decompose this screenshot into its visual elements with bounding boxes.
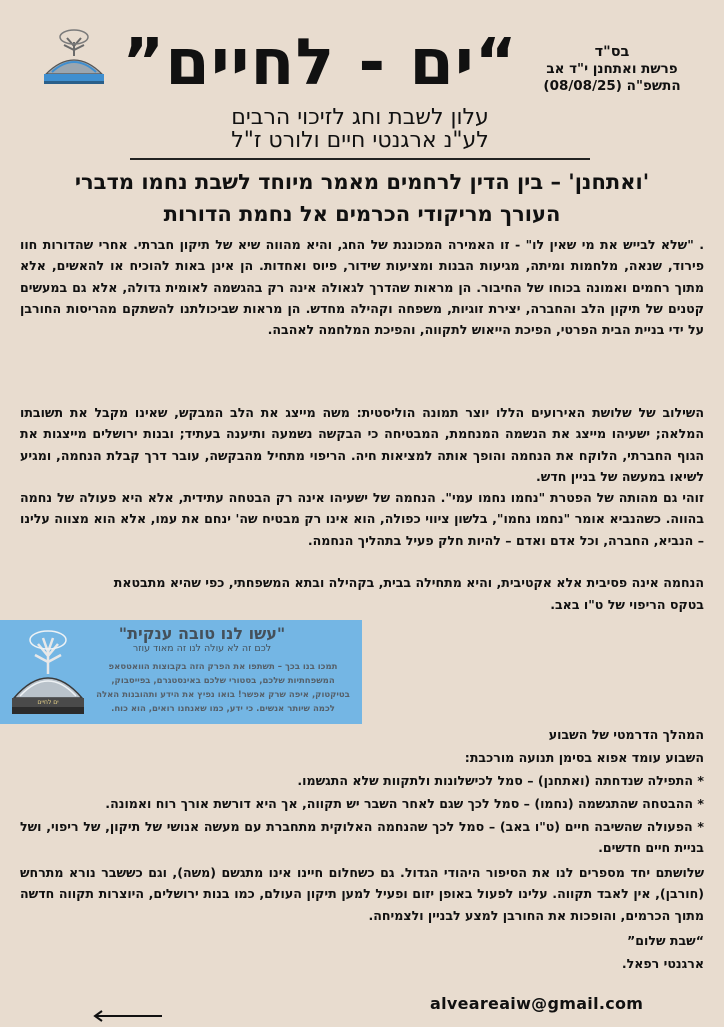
subtitle-line-1: עלון לשבת וחג לזיכוי הרבים xyxy=(231,105,489,130)
bullet-item-1: * התפילה שנדחתה (ואתחנן) – סמל לכישלונות ולתקוות שלא התגשמו. xyxy=(297,773,704,788)
bullet-item-3: * הפעולה שהשיבה חיים (ט"ו באב) – סמל לכך שהנחמה האלוקית מתחברת עם מעשה אנושי של תיקון, של ריפוי, ושל בניית חיים חדשים. xyxy=(20,819,704,856)
ad-subtitle: לכם זה לא עולה לנו זה מאוד עוזר xyxy=(132,643,272,654)
header-divider xyxy=(130,158,590,160)
share-request-box xyxy=(0,620,362,724)
date-line-bsd: בס"ד xyxy=(594,44,630,60)
date-line-year: התשפ"ה (08/08/25) xyxy=(543,78,681,94)
section-title: המהלך הדרמטי של השבוע xyxy=(548,727,704,742)
newsletter-subtitle xyxy=(140,106,580,152)
arrow-left-icon xyxy=(92,1008,162,1022)
article-headline xyxy=(22,166,702,230)
subtitle-line-2: לע"נ ארגנטי חיים ולורט ז"ל xyxy=(231,128,489,153)
date-line-parasha: פרשת ואתחנן י"ד אב xyxy=(546,61,678,77)
contact-email[interactable]: alveareaiw@gmail.com xyxy=(430,994,644,1013)
article-paragraph-1: . "שלא לבייש את מי שאין לו" - זו האמירה המכוננת של החג, והיא מהווה שיא של תיקון חברתי. אחרי שהדורות חוו פירוד, שנאה, מלחמות ומיתה, מגיעות הבנות ומציעות שידור, פיוס ואחדות. הן אינן באות להוכיח או להאשים, אלא מתוך רחמים ואמונה בכוחו של החיבור. הן מראות שהדרך לגאולה אינה רק בהגשמה לאומית גדולה, אלא גם במעשים קטנים של תיקון הלב והחברה, יצירת זוגיות, משפחה וקהילה מחדש. הן מראות שביכולתנו להשתקם מהריסות החורבן על ידי בניית הבית הפרטי, הפיכת הייאוש לתקווה, והפיכת המלחמה לאהבה. xyxy=(20,237,704,338)
headline-line-1: 'ואתחנן' – בין הדין לרחמים מאמר מיוחד לשבת נחמו מדברי xyxy=(74,170,650,194)
closing-paragraph: שלושתם יחד מספרים לנו את הסיפור היהודי הגדול. גם כשחלום חיינו אינו מתגשם (משה), וגם כששבר נורא מתרחש (חורבן), אין לאבד תקווה. עלינו לפעול באופן יזום ופעיל למען תיקון העולם, כמו בנות ירושלים, היוצרות תקווה חדשה מתוך הכרמים, והופכות את החורבן למצע לבניין ולצמיחה. xyxy=(20,865,704,923)
article-paragraph-4a: הנחמה אינה פסיבית אלא אקטיבית, והיא מתחילה בבית, בקהילה ובתא המשפחתי, כפי שהיא מתבטאת xyxy=(113,575,704,590)
headline-line-2: העורך מריקודי הכרמים אל נחמת הדורות xyxy=(163,202,561,226)
greeting: “שבת שלום” xyxy=(626,933,704,948)
article-paragraph-3: זוהי גם מהותה של הפטרת "נחמו נחמו עמי". הנחמה של ישעיהו אינה רק הבטחה עתידית, אלא היא פעולה של נחמה בהווה. כשהנביא אומר "נחמו נחמו", בלשון ציווי כפולה, הוא אינו רק מבטיח שה' ינחם את עמו, אלא הוא מצווה עלינו – הנביא, החברה, וכל אדם ואדם – להיות חלק פעיל בתהליך הנחמה. xyxy=(20,490,704,548)
header-logo-icon xyxy=(38,26,110,88)
date-block xyxy=(522,44,702,95)
article-paragraph-2: השילוב של שלושת האירועים הללו יוצר תמונה הוליסטית: משה מייצג את הלב המבקש, שאינו מקבל את תשובתו המלאה; ישעיהו מייצג את הנשמה המנחמת, המבטיחה כי הבקשה נשמעה ותיענה בעתיד; ובנות ירושלים מייצגות את הגוף החברתי, הלוקח את הנחמה והופך אותה למציאות חיה. הריפוי מתחיל מהבקשה, עובר דרך קבלת הנחמה, ומגיע לשיאו במעשה של בניין חדש. xyxy=(20,405,704,484)
newsletter-title: “ים - לחיים” xyxy=(122,26,518,100)
signature: ארגנטי רפאל. xyxy=(621,956,704,971)
ad-text: תמכו בנו בכך – תשתפו את הפרק הזה בקבוצות הוואטסאפ המשפחתיות שלכם, בסטורי שלכם באינסטגרם, בפייסבוק, בטיקטוק, איפה שרק אפשר! בואו נפיץ את הידע ותהובנות האלה לכמה שיותר אנשים. כי ידע, כמו שאנחנו רואים, הוא כוח. xyxy=(96,662,350,714)
bullet-item-2: * ההבטחה שהתגשמה (נחמו) – סמל לכך שגם לאחר השבר יש תקווה, אך היא דורשת אורך רוח ואמונה. xyxy=(105,796,704,811)
ad-title: "עשו לנו טובה ענקית" xyxy=(118,624,286,643)
ad-logo-caption: ים לחיים xyxy=(37,699,59,706)
article-paragraph-4b: בטקס הריפוי של ט"ו באב. xyxy=(550,597,704,612)
section-intro: השבוע עומד אפוא בסימן תנועה מורכבת: xyxy=(464,750,704,765)
